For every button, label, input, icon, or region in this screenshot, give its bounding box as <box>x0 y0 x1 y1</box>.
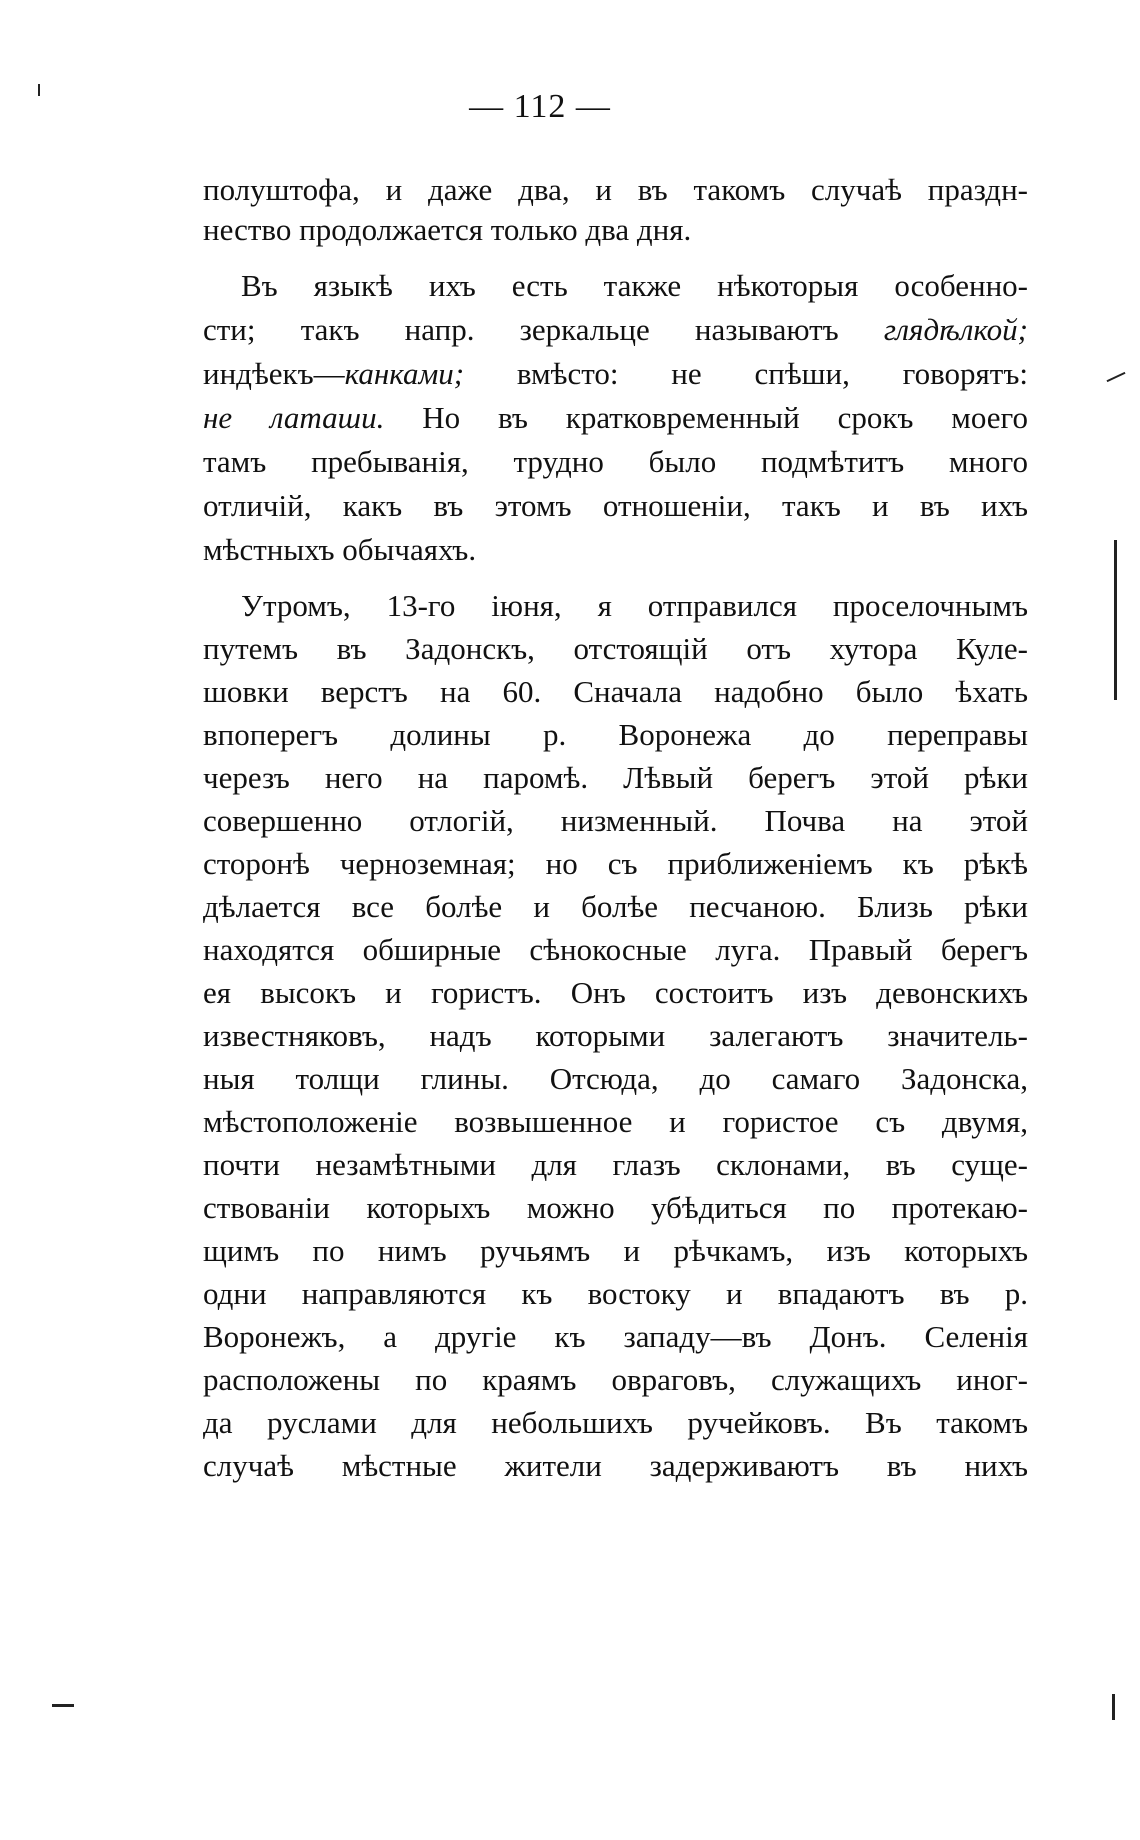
text-line: щимъ по нимъ ручьямъ и рѣчкамъ, изъ которыхъ <box>203 1233 1028 1268</box>
scan-mark-right <box>1114 540 1117 700</box>
text-line: почти незамѣтными для глазъ склонами, въ суще- <box>203 1147 1028 1182</box>
text-line: ныя толщи глины. Отсюда, до самаго Задонска, <box>203 1061 1028 1096</box>
text-line: путемъ въ Задонскъ, отстоящій отъ хутора Куле- <box>203 631 1028 666</box>
text-line: нество продолжается только два дня. <box>203 212 692 247</box>
scan-mark-left <box>52 1704 74 1707</box>
text-line: шовки верстъ на 60. Сначала надобно было ѣхать <box>203 674 1028 709</box>
text-line: полуштофа, и даже два, и въ такомъ случаѣ праздн- <box>203 172 1028 207</box>
text-line: Воронежъ, а другіе къ западу—въ Донъ. Селенія <box>203 1319 1028 1354</box>
italic-term: канками; <box>344 356 465 391</box>
text-line: да руслами для небольшихъ ручейковъ. Въ такомъ <box>203 1405 1028 1440</box>
text-line: Въ языкѣ ихъ есть также нѣкоторыя особенно- <box>241 268 1028 303</box>
text-line: тамъ пребыванія, трудно было подмѣтитъ много <box>203 444 1028 479</box>
text-line: совершенно отлогій, низменный. Почва на этой <box>203 803 1028 838</box>
text-line: мѣстныхъ обычаяхъ. <box>203 532 477 567</box>
text-line: случаѣ мѣстные жители задерживаютъ въ нихъ <box>203 1448 1028 1483</box>
italic-term: не латаши. <box>203 400 385 435</box>
text-line: черезъ него на паромѣ. Лѣвый берегъ этой рѣки <box>203 760 1028 795</box>
text-line: одни направляются къ востоку и впадаютъ въ р. <box>203 1276 1028 1311</box>
page-number: — 112 — <box>469 88 611 125</box>
text-line: сти; такъ напр. зеркальце называютъ глядѣлкой; <box>203 312 1028 347</box>
text-line: дѣлается все болѣе и болѣе песчаною. Близь рѣки <box>203 889 1028 924</box>
text-line: известняковъ, надъ которыми залегаютъ значитель- <box>203 1018 1028 1053</box>
text-line: впоперегъ долины р. Воронежа до переправы <box>203 717 1028 752</box>
text-line: находятся обширные сѣнокосные луга. Правый берегъ <box>203 932 1028 967</box>
scan-mark-right-dash <box>1107 372 1126 382</box>
italic-term: глядѣлкой; <box>883 312 1028 347</box>
text-line: отличій, какъ въ этомъ отношеніи, такъ и въ ихъ <box>203 488 1028 523</box>
text-line: Утромъ, 13-го іюня, я отправился проселочнымъ <box>241 588 1028 623</box>
text-line: сторонѣ черноземная; но съ приближеніемъ къ рѣкѣ <box>203 846 1028 881</box>
text-line: индѣекъ—канками; вмѣсто: не спѣши, говорятъ: <box>203 356 1028 391</box>
scan-mark-top-left <box>38 84 40 96</box>
text-line: мѣстоположеніе возвышенное и гористое съ двумя, <box>203 1104 1028 1139</box>
text-line: ея высокъ и гористъ. Онъ состоитъ изъ девонскихъ <box>203 975 1028 1010</box>
scan-mark-right-bottom <box>1112 1694 1115 1720</box>
text-line: не латаши. Но въ кратковременный срокъ моего <box>203 400 1028 435</box>
text-line: ствованіи которыхъ можно убѣдиться по протекаю- <box>203 1190 1028 1225</box>
text-line: расположены по краямъ овраговъ, служащихъ иног- <box>203 1362 1028 1397</box>
